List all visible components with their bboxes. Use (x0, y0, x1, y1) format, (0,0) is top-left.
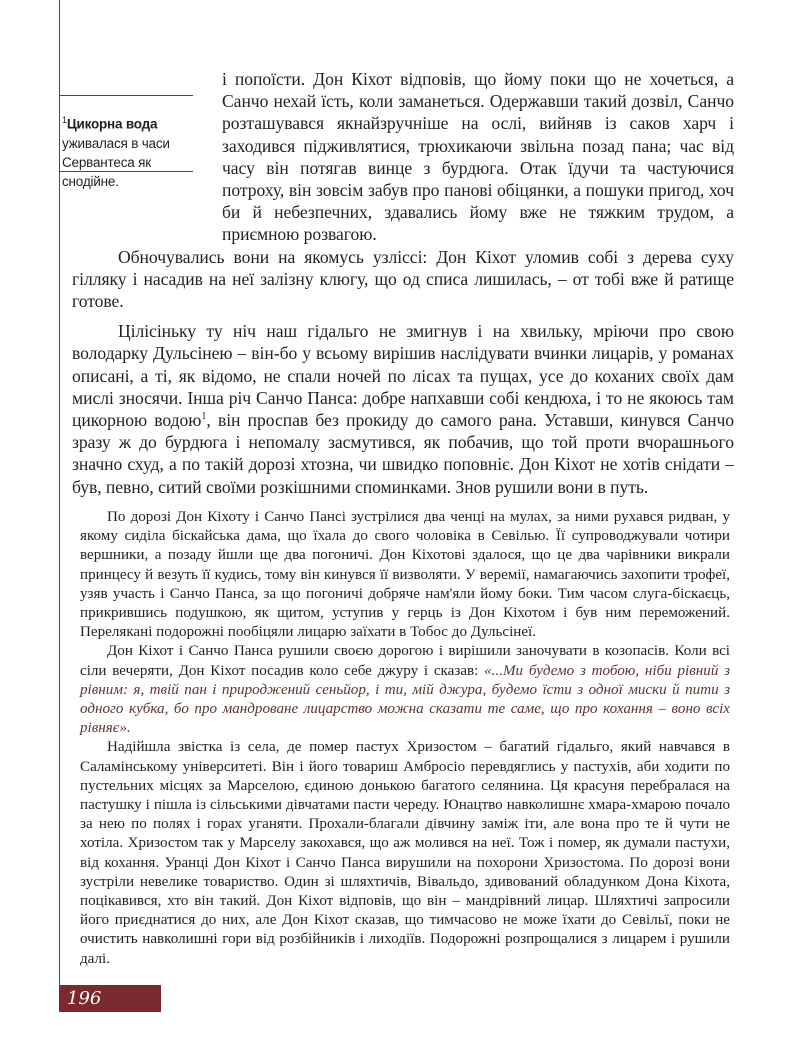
margin-rule (59, 0, 60, 985)
retelling-text (80, 508, 730, 969)
main-paragraph-3-part-b: , він проспав без прокиду до самого рана. Уставши, кинувся Санчо зразу ж до бурдюга і непомалу засмутився, як побачив, що той проти вчорашнього значно схуд, а по такій дорозі хтозна, чи швидко поповніє. Дон Кіхот не хотів снідати – був, певно, ситий своїми розкішними споминками. Знов рушили вони в путь. (72, 410, 734, 497)
main-paragraph-3 (72, 320, 734, 498)
retelling-quote: «...Ми будемо з тобою, ніби рівний з рівним: я, твій пан і природжений сеньйор, і ти, мій джура, будемо їсти з одної миски й пити з одного кубка, бо про мандроване лицарство можна сказати те саме, що про кохання – воно всіх рівняє». (80, 662, 730, 737)
footnote-text: уживалася в часи Сервантеса як снодійне. (62, 135, 170, 189)
main-text (72, 68, 734, 498)
main-paragraph-3-part-a: Цілісіньку ту ніч наш гідальго не змигнув і на хвильку, мріючи про свою володарку Дульсінею – він-бо у всьому вирішив наслідувати вчинки лицарів, у романах описані, а ті, як відомо, не спали ночей по лісах та пущах, усе до коханих своїх дам мислі зносячи. Інша річ Санчо Панса: добре напхавши собі кендюха, і то не якоюсь там цикорною водою (72, 321, 734, 431)
retelling-paragraph-2 (80, 642, 730, 738)
footnote-mark: 1 (62, 115, 67, 125)
page-number-badge (59, 985, 161, 1012)
page-number: 196 (67, 988, 102, 1009)
footnote-reference: 1 (201, 411, 207, 423)
retelling-paragraph-3: Надійшла звістка із села, де помер пастух Хризостом – багатий гідальго, який навчався в Саламінському університеті. Він і його товариш Амбросіо перевдяглись у пастухів, аби ходити по пустельних місцях за Марселою, єдиною донькою багатого селянина. Ця красуня перебралася на пастушку і пішла із сільськими дівчатами пасти череду. Юнацтво навколишнє хмара-хмарою почало за нею по полях і горах уганяти. Прохали-благали дівчину заміж іти, але вона про те й чути не хотіла. Хризостом так у Марселу закохався, що аж молився на неї. Тож і помер, як думали пастухи, від кохання. Уранці Дон Кіхот і Санчо Панса вирушили на похорони Хризостома. По дорозі вони зустріли невелике товариство. Один зі шляхтичів, Вівальдо, здивований обладунком Дона Кіхота, поцікавився, хто він такий. Дон Кіхот відповів, що він – мандрівний лицар. Шляхтичі запросили його приєднатися до них, але Дон Кіхот сказав, що тимчасово не може їхати до Севільї, поки не очистить навколишні гори від розбійників і лиходіїв. Подорожні розпрощалися з лицарем і рушили далі. (80, 739, 730, 967)
main-paragraph-2: Обночувались вони на якомусь узліссі: Дон Кіхот уломив собі з дерева суху гілляку і насадив на неї залізну клюгу, що од списа лишилась, – от тобі вже й ратище готове. (72, 246, 734, 312)
retelling-paragraph-2-text: Дон Кіхот і Санчо Панса рушили своєю дорогою і вирішили заночувати в козопасів. Коли всі сіли вечеряти, Дон Кіхот посадив коло себе джуру і сказав: (80, 643, 730, 679)
footnote-term: Цикорна вода (66, 116, 158, 132)
retelling-paragraph-1: По дорозі Дон Кіхоту і Санчо Пансі зустрілися два ченці на мулах, за ними рухався ридван, у якому сиділа біскайська дама, що їхала до свого чоловіка в Севілью. Її супроводжували чотири вершники, а позаду йшли ще два погоничі. Дон Кіхотові здалося, що це два чарівники викрали принцесу й везуть її кудись, тому він кинувся її визволяти. У веремії, намагаючись захопити трофеї, узяв участь і Санчо Панса, за що погоничі добряче нам'яли йому боки. Тим часом слуга-біскаєць, прикрившись подушкою, як щитом, уступив у герць із Дон Кіхотом і був ним переможений. Перелякані подорожні пообіцяли лицарю заїхати в Тобос до Дульсінеї. (80, 509, 730, 641)
main-paragraph-1: і попоїсти. Дон Кіхот відповів, що йому поки що не хочеться, а Санчо нехай їсть, коли заманеться. Одержавши такий дозвіл, Санчо розташувався якнайзручніше на ослі, вийняв із саков харч і заходився підживлятися, трюхикаючи звільна позад пана; час від часу він потягав винце з бурдюга. Отак їдучи та частуючися потроху, він зовсім забув про панові обіцянки, а пошуки пригод, хоч би й небезпечних, здавались йому вже не тяжким трудом, а приємною розвагою. (222, 69, 734, 245)
